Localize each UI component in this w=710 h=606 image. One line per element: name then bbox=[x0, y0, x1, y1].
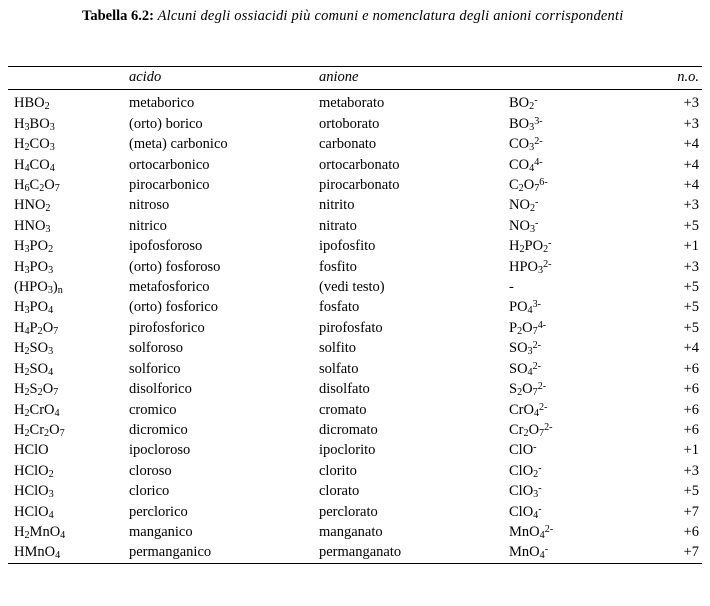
cell-anione: permanganato bbox=[319, 544, 402, 561]
cell-oxidation-number: +4 bbox=[683, 177, 699, 194]
cell-formula: $H_2S_2O_7$ bbox=[14, 381, 59, 399]
cell-oxidation-number: +4 bbox=[683, 136, 699, 153]
cell-oxidation-number: +6 bbox=[683, 421, 699, 438]
cell-anione: disolfato bbox=[319, 381, 370, 398]
cell-acido: disolforico bbox=[129, 381, 192, 398]
cell-oxidation-number: +5 bbox=[683, 217, 699, 234]
cell-acido: pirofosforico bbox=[129, 319, 205, 336]
cell-anione: fosfito bbox=[319, 258, 357, 275]
cell-anione: pirocarbonato bbox=[319, 177, 400, 194]
cell-oxidation-number: +7 bbox=[683, 503, 699, 520]
cell-formula: $H_4P_2O_7$ bbox=[14, 319, 59, 338]
cell-ion: $NO_3^-$ bbox=[509, 217, 539, 236]
cell-acido: nitroso bbox=[129, 197, 170, 214]
cell-ion: ClO- bbox=[509, 442, 537, 459]
cell-anione: dicromato bbox=[319, 421, 378, 438]
cell-formula: $H_3PO_2$ bbox=[14, 238, 54, 256]
cell-oxidation-number: +4 bbox=[683, 156, 699, 173]
table-row bbox=[8, 400, 710, 420]
table-row bbox=[8, 236, 710, 256]
cell-oxidation-number: +3 bbox=[683, 95, 699, 112]
cell-oxidation-number: +1 bbox=[683, 238, 699, 255]
cell-formula: $H_6C_2O_7$ bbox=[14, 177, 60, 195]
cell-oxidation-number: +3 bbox=[683, 462, 699, 479]
cell-formula: HMnO$_4$ bbox=[14, 544, 61, 562]
cell-formula: $H_3BO_3$ bbox=[14, 115, 55, 134]
cell-oxidation-number: +3 bbox=[683, 197, 699, 214]
cell-formula: $H_2CO_3$ bbox=[14, 136, 55, 154]
cell-formula: HClO$_4$ bbox=[14, 503, 54, 521]
cell-anione: manganato bbox=[319, 523, 383, 540]
caption-label: Tabella 6.2: bbox=[82, 8, 154, 24]
cell-ion: MnO$_4^{2-}$ bbox=[509, 523, 554, 542]
cell-ion: $H_2PO_2^-$ bbox=[509, 238, 552, 256]
cell-oxidation-number: +4 bbox=[683, 340, 699, 357]
table-row bbox=[8, 440, 710, 460]
cell-acido: (orto) borico bbox=[129, 115, 203, 132]
cell-anione: fosfato bbox=[319, 299, 360, 316]
table-row bbox=[8, 90, 710, 113]
cell-ion: $HPO_3^{2-}$ bbox=[509, 258, 552, 276]
table-row bbox=[8, 318, 710, 338]
table-rows-body bbox=[8, 90, 710, 562]
cell-oxidation-number: +6 bbox=[683, 360, 699, 377]
cell-ion: $BO_2^-$ bbox=[509, 95, 538, 113]
cell-oxidation-number: +5 bbox=[683, 319, 699, 336]
header-no: n.o. bbox=[677, 69, 699, 85]
cell-ion: $CO_3^{2-}$ bbox=[509, 135, 543, 154]
cell-formula: $(HPO_3)_n$ bbox=[14, 279, 63, 297]
cell-acido: ortocarbonico bbox=[129, 156, 210, 173]
cell-ion: $SO_3^{2-}$ bbox=[509, 340, 542, 358]
table-row bbox=[8, 297, 710, 317]
cell-acido: metaborico bbox=[129, 95, 195, 112]
table-row bbox=[8, 155, 710, 175]
cell-formula: HClO$_2$ bbox=[14, 462, 54, 480]
table-header-row bbox=[8, 67, 710, 89]
cell-anione: perclorato bbox=[319, 503, 378, 520]
cell-acido: (orto) fosforico bbox=[129, 299, 218, 316]
table-caption bbox=[82, 6, 642, 27]
cell-anione: (vedi testo) bbox=[319, 279, 385, 296]
cell-acido: ipofosforoso bbox=[129, 238, 203, 255]
oxyacid-table bbox=[8, 66, 702, 564]
table-row bbox=[8, 542, 710, 562]
cell-formula: $HBO_2$ bbox=[14, 95, 50, 113]
caption-text: Alcuni degli ossiacidi più comuni e nomenclatura degli anioni corrispondenti bbox=[157, 8, 624, 24]
cell-anione: ipofosfito bbox=[319, 238, 376, 255]
table-row bbox=[8, 257, 710, 277]
cell-oxidation-number: +1 bbox=[683, 442, 699, 459]
cell-formula: HClO bbox=[14, 442, 49, 459]
table-header bbox=[8, 67, 710, 89]
cell-anione: nitrato bbox=[319, 217, 357, 234]
cell-formula: $H_2MnO_4$ bbox=[14, 523, 66, 542]
cell-acido: perclorico bbox=[129, 503, 188, 520]
cell-formula: $HNO_3$ bbox=[14, 217, 51, 236]
table-bottom-rule bbox=[8, 563, 702, 564]
table-body bbox=[8, 67, 710, 89]
cell-anione: solfito bbox=[319, 340, 357, 357]
cell-oxidation-number: +7 bbox=[683, 544, 699, 561]
header-formula bbox=[8, 67, 129, 89]
cell-acido: clorico bbox=[129, 483, 170, 500]
cell-anione: ortocarbonato bbox=[319, 156, 400, 173]
table-row bbox=[8, 420, 710, 440]
cell-formula: $H_3PO_4$ bbox=[14, 299, 54, 317]
cell-ion: ClO$_4$- bbox=[509, 503, 542, 521]
cell-anione: cromato bbox=[319, 401, 367, 418]
table-row bbox=[8, 175, 710, 195]
cell-ion: $C_2O_7^{6-}$ bbox=[509, 176, 548, 195]
cell-ion: $BO_3^{3-}$ bbox=[509, 115, 543, 134]
cell-oxidation-number: +3 bbox=[683, 258, 699, 275]
cell-acido: (orto) fosforoso bbox=[129, 258, 221, 275]
table-row bbox=[8, 338, 710, 358]
cell-formula: $H_2CrO_4$ bbox=[14, 401, 60, 419]
cell-ion: CrO$_4^{2-}$ bbox=[509, 401, 548, 419]
cell-oxidation-number: +6 bbox=[683, 523, 699, 540]
table-rows bbox=[8, 90, 710, 562]
cell-ion: $SO_4^{2-}$ bbox=[509, 360, 542, 378]
cell-oxidation-number: +6 bbox=[683, 381, 699, 398]
cell-acido: solforico bbox=[129, 360, 181, 377]
cell-formula: $H_4CO_4$ bbox=[14, 156, 55, 174]
table-row bbox=[8, 379, 710, 399]
cell-anione: carbonato bbox=[319, 136, 377, 153]
cell-acido: dicromico bbox=[129, 421, 188, 438]
cell-acido: nitrico bbox=[129, 217, 167, 234]
cell-oxidation-number: +5 bbox=[683, 483, 699, 500]
cell-formula: $H_2SO_4$ bbox=[14, 360, 54, 378]
header-ion bbox=[509, 67, 639, 89]
cell-formula: HClO$_3$ bbox=[14, 483, 54, 501]
cell-ion: ClO$_3$- bbox=[509, 482, 542, 501]
table-row bbox=[8, 359, 710, 379]
cell-oxidation-number: +3 bbox=[683, 115, 699, 132]
table-row bbox=[8, 195, 710, 215]
cell-formula: $H_2Cr_2O_7$ bbox=[14, 421, 65, 440]
cell-ion: $CO_4^{4-}$ bbox=[509, 156, 543, 174]
cell-formula: $HNO_2$ bbox=[14, 197, 51, 215]
cell-acido: permanganico bbox=[129, 544, 212, 561]
table-row bbox=[8, 277, 710, 297]
cell-anione: ortoborato bbox=[319, 115, 380, 132]
cell-acido: ipocloroso bbox=[129, 442, 191, 459]
cell-oxidation-number: +5 bbox=[683, 279, 699, 296]
table-row bbox=[8, 502, 710, 522]
cell-anione: clorito bbox=[319, 462, 357, 479]
cell-anione: clorato bbox=[319, 483, 360, 500]
table-row bbox=[8, 134, 710, 154]
cell-ion: $NO_2^-$ bbox=[509, 197, 539, 215]
cell-anione: solfato bbox=[319, 360, 359, 377]
cell-acido: cloroso bbox=[129, 462, 172, 479]
table-row bbox=[8, 216, 710, 236]
cell-acido: pirocarbonico bbox=[129, 177, 210, 194]
cell-acido: (meta) carbonico bbox=[129, 136, 228, 153]
cell-anione: ipoclorito bbox=[319, 442, 376, 459]
table-row bbox=[8, 114, 710, 134]
cell-anione: nitrito bbox=[319, 197, 355, 214]
header-anione: anione bbox=[319, 69, 359, 85]
header-acido: acido bbox=[129, 69, 162, 85]
cell-ion: $PO_4^{3-}$ bbox=[509, 299, 542, 317]
cell-formula: $H_2SO_3$ bbox=[14, 340, 54, 358]
cell-anione: pirofosfato bbox=[319, 319, 383, 336]
cell-anione: metaborato bbox=[319, 95, 385, 112]
cell-oxidation-number: +6 bbox=[683, 401, 699, 418]
cell-acido: solforoso bbox=[129, 340, 183, 357]
table-row bbox=[8, 461, 710, 481]
cell-ion: $S_2O_7^{2-}$ bbox=[509, 380, 547, 399]
cell-formula: $H_3PO_3$ bbox=[14, 258, 54, 276]
cell-acido: cromico bbox=[129, 401, 177, 418]
cell-acido: metafosforico bbox=[129, 279, 210, 296]
cell-ion: ClO$_2$- bbox=[509, 462, 542, 480]
cell-acido: manganico bbox=[129, 523, 193, 540]
cell-ion: MnO$_4$- bbox=[509, 544, 549, 562]
cell-oxidation-number: +5 bbox=[683, 299, 699, 316]
cell-ion: $Cr_2O_7^{2-}$ bbox=[509, 421, 553, 440]
table-row bbox=[8, 481, 710, 501]
cell-ion: - bbox=[509, 279, 514, 296]
table-row bbox=[8, 522, 710, 542]
cell-ion: $P_2O_7^{4-}$ bbox=[509, 319, 547, 338]
